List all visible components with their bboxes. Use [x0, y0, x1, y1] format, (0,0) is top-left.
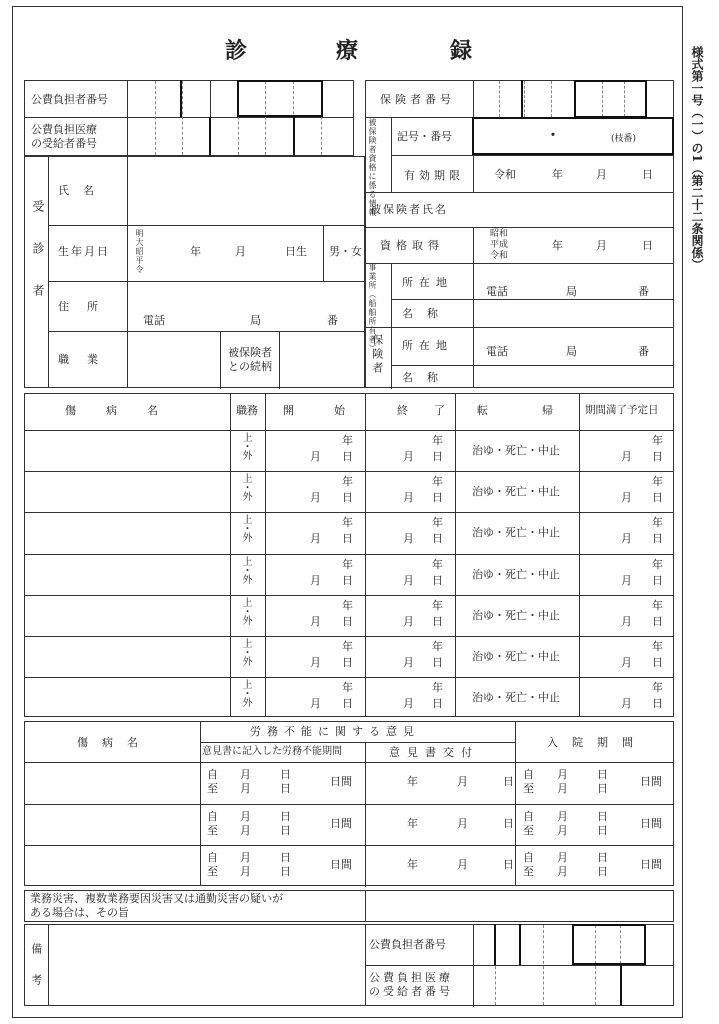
- patient-side-label: 受診者: [31, 200, 45, 326]
- ot-row-1-cell: 月: [457, 817, 468, 830]
- ot-row-0-cell: 日: [597, 782, 608, 795]
- ot-row-2-cell: 月: [240, 851, 251, 864]
- remarks-label: 備考: [29, 943, 43, 1005]
- ot-row-0-cell: 日: [597, 768, 608, 781]
- ot-row-0-cell: 月: [240, 782, 251, 795]
- dt-row-2-cell: 年: [432, 516, 443, 529]
- dt-row-1-cell: 月: [403, 491, 414, 504]
- dt-row-2-cell: 月: [310, 532, 321, 545]
- dt-row-1-cell: 年: [342, 475, 353, 488]
- ot-row-1-cell: 月: [240, 824, 251, 837]
- dt-row-0-cell: 月: [403, 450, 414, 463]
- ot-row-2-cell: 日: [280, 851, 291, 864]
- valid-era: 令和: [494, 168, 516, 181]
- dt-row-4-cell: 年: [432, 599, 443, 612]
- footer-bold-box: [572, 924, 646, 965]
- ot-row-0-cell: 至: [207, 782, 218, 795]
- dt-row-4-cell: 日: [432, 615, 443, 628]
- dt-row-4-cell: 年: [342, 599, 353, 612]
- dt-row-1-cell: 年: [432, 475, 443, 488]
- ot-row-2-cell: 年: [407, 858, 418, 871]
- ot-row-2-cell: 日: [597, 851, 608, 864]
- dt-row-6-cell: 年: [342, 681, 353, 694]
- dt-row-4-cell: 月: [403, 615, 414, 628]
- recipient-label-1: 公費負担医療: [31, 123, 97, 136]
- dt-row-2-cell: 日: [342, 532, 353, 545]
- ot-row-2-cell: 日: [280, 865, 291, 878]
- ot-row-2-cell: 自: [523, 851, 534, 864]
- employer-vertical-label: 事業所（船舶所有者）: [368, 263, 377, 353]
- employer-location-label: 所在地: [402, 276, 453, 289]
- ot-row-0-cell: 自: [207, 768, 218, 781]
- dt-row-3-cell: 日: [342, 574, 353, 587]
- form-number-text: 様式第一号（一）の1（第二十二条関係）: [690, 45, 704, 271]
- ot-row-1-cell: 至: [207, 824, 218, 837]
- insurer-location-label: 所在地: [402, 339, 453, 352]
- dt-row-5-cell: 年: [652, 640, 663, 653]
- title-char-2: 療: [336, 38, 359, 64]
- ot-row-2-cell: 月: [457, 858, 468, 871]
- qualification-block: 記号・番号 ・ (枝番) 有効期限 令和 年 月 日: [365, 117, 674, 193]
- ot-row-1-cell: 至: [523, 824, 534, 837]
- occupation-label: 職業: [58, 353, 116, 366]
- dt-row-6-cell: 日: [432, 697, 443, 710]
- name-label: 氏名: [58, 184, 108, 197]
- dt-row-5-cell: 上・外: [240, 638, 251, 665]
- dt-row-5-cell: 日: [342, 656, 353, 669]
- disease-table: [24, 393, 674, 717]
- dt-row-1-cell: 月: [310, 491, 321, 504]
- public-payer-bold-box: [237, 80, 323, 117]
- dt-header-outcome: 転帰: [477, 404, 607, 417]
- dt-row-0-cell: 日: [342, 450, 353, 463]
- dt-row-3-cell: 治ゆ・死亡・中止: [472, 568, 560, 581]
- ot-row-2-cell: 日間: [640, 858, 662, 871]
- dt-row-4-cell: 日: [342, 615, 353, 628]
- dt-row-0-cell: 上・外: [240, 432, 251, 459]
- dt-row-0-cell: 日: [652, 450, 663, 463]
- dt-row-3-cell: 月: [403, 574, 414, 587]
- symbol-number-label: 記号・番号: [397, 130, 452, 143]
- ot-disease: 傷病名: [77, 736, 152, 749]
- dt-row-2-cell: 年: [342, 516, 353, 529]
- dt-header-disease: 傷病名: [65, 404, 188, 417]
- ot-row-1-cell: 日間: [640, 817, 662, 830]
- dt-row-3-cell: 日: [652, 574, 663, 587]
- dt-row-4-cell: 年: [652, 599, 663, 612]
- ot-row-0-cell: 月: [557, 782, 568, 795]
- dt-row-2-cell: 上・外: [240, 514, 251, 541]
- dt-row-5-cell: 年: [342, 640, 353, 653]
- occupational-note-1: 業務災害、複数業務要因災害又は通勤災害の疑いが: [30, 892, 283, 905]
- ot-row-1-cell: 自: [207, 810, 218, 823]
- acquired-label: 資格取得: [380, 239, 444, 252]
- ot-row-2-cell: 日間: [330, 858, 352, 871]
- ot-row-1-cell: 日: [597, 824, 608, 837]
- valid-period-label: 有効期限: [404, 169, 464, 182]
- ot-row-0-cell: 日: [280, 768, 291, 781]
- dob-eras: 明大昭平令: [135, 229, 144, 274]
- ot-row-0-cell: 日間: [330, 775, 352, 788]
- dt-row-1-cell: 年: [652, 475, 663, 488]
- dt-row-2-cell: 治ゆ・死亡・中止: [472, 526, 560, 539]
- ot-row-2-cell: 月: [240, 865, 251, 878]
- ot-row-1-cell: 年: [407, 817, 418, 830]
- dt-row-2-cell: 月: [621, 532, 632, 545]
- ot-row-2-cell: 月: [557, 865, 568, 878]
- insurer-name-label: 名称: [402, 371, 452, 384]
- dt-row-0-cell: 年: [652, 434, 663, 447]
- dt-row-6-cell: 日: [342, 697, 353, 710]
- dt-row-4-cell: 上・外: [240, 597, 251, 624]
- insurer-vertical-label: 保険者: [370, 334, 384, 376]
- ot-row-0-cell: 至: [523, 782, 534, 795]
- dt-row-5-cell: 日: [432, 656, 443, 669]
- dt-header-end: 終了: [397, 404, 471, 417]
- dt-row-0-cell: 年: [432, 434, 443, 447]
- ot-row-1-cell: 日: [503, 817, 514, 830]
- ot-row-2-cell: 自: [207, 851, 218, 864]
- dt-row-6-cell: 上・外: [240, 679, 251, 706]
- dt-row-6-cell: 年: [652, 681, 663, 694]
- recipient-label-2: の受給者番号: [31, 137, 97, 150]
- dt-row-6-cell: 月: [621, 697, 632, 710]
- dt-row-3-cell: 月: [621, 574, 632, 587]
- dt-row-0-cell: 月: [621, 450, 632, 463]
- ot-row-0-cell: 月: [557, 768, 568, 781]
- insurer-bold-box: [574, 80, 647, 118]
- ot-row-0-cell: 自: [523, 768, 534, 781]
- ot-row-0-cell: 年: [407, 775, 418, 788]
- dt-row-1-cell: 治ゆ・死亡・中止: [472, 485, 560, 498]
- ot-row-1-cell: 日間: [330, 817, 352, 830]
- dt-row-0-cell: 日: [432, 450, 443, 463]
- ot-row-1-cell: 月: [557, 810, 568, 823]
- ot-row-1-cell: 日: [280, 810, 291, 823]
- ot-row-0-cell: 日間: [640, 775, 662, 788]
- dt-row-5-cell: 治ゆ・死亡・中止: [472, 650, 560, 663]
- ot-row-1-cell: 月: [240, 810, 251, 823]
- dt-row-6-cell: 日: [652, 697, 663, 710]
- title-char-1: 診: [225, 38, 248, 64]
- footer-recipient-1: 公費負担医療: [369, 971, 453, 984]
- ot-row-0-cell: 月: [240, 768, 251, 781]
- dt-row-5-cell: 年: [432, 640, 443, 653]
- dt-row-5-cell: 月: [403, 656, 414, 669]
- sex-label: 男・女: [329, 245, 362, 258]
- dt-row-3-cell: 日: [432, 574, 443, 587]
- dt-row-6-cell: 月: [403, 697, 414, 710]
- dt-row-3-cell: 年: [342, 558, 353, 571]
- branch-label: (枝番): [611, 134, 637, 144]
- dt-row-1-cell: 上・外: [240, 473, 251, 500]
- dt-row-2-cell: 年: [652, 516, 663, 529]
- dt-header-start: 開始: [283, 404, 385, 417]
- dt-row-0-cell: 年: [342, 434, 353, 447]
- insured-name-label: 被保険者氏名: [370, 203, 448, 216]
- dt-row-1-cell: 日: [652, 491, 663, 504]
- form-number: [688, 8, 708, 308]
- dt-row-0-cell: 月: [310, 450, 321, 463]
- dt-row-5-cell: 日: [652, 656, 663, 669]
- occupational-note-block: [24, 890, 674, 922]
- title-char-3: 録: [450, 38, 473, 64]
- dt-row-4-cell: 月: [310, 615, 321, 628]
- dt-row-5-cell: 月: [621, 656, 632, 669]
- ot-sub1: 意見書に記入した労務不能期間: [202, 746, 342, 757]
- occupational-note-2: ある場合は、その旨: [30, 906, 129, 919]
- ot-row-2-cell: 日: [503, 858, 514, 871]
- patient-block: 氏名 生年月日 明大昭平令 年 月 日生 男・女 住所 電話 局 番 職業 被保険者 との続柄: [24, 156, 365, 388]
- ot-row-0-cell: 日: [280, 782, 291, 795]
- ot-row-2-cell: 日: [597, 865, 608, 878]
- employer-name-label: 名称: [402, 307, 452, 320]
- ot-row-2-cell: 至: [523, 865, 534, 878]
- dt-row-1-cell: 月: [621, 491, 632, 504]
- dt-row-3-cell: 年: [432, 558, 443, 571]
- qualification-vertical-label: 被保険者資格に係る情報: [368, 118, 377, 217]
- dt-row-1-cell: 日: [432, 491, 443, 504]
- dob-label: 生年月日: [58, 245, 110, 258]
- ot-sub2: 意見書交付: [389, 746, 479, 759]
- dt-row-6-cell: 月: [310, 697, 321, 710]
- footer-recipient-2: の受給者番号: [369, 985, 453, 998]
- dt-row-3-cell: 年: [652, 558, 663, 571]
- dt-row-3-cell: 上・外: [240, 556, 251, 583]
- ot-row-1-cell: 日: [597, 810, 608, 823]
- dt-row-6-cell: 年: [432, 681, 443, 694]
- insurer-number-label: 保険者番号: [380, 93, 455, 106]
- dt-header-duty: 職務: [236, 404, 258, 417]
- ot-header: 労務不能に関する意見: [250, 725, 420, 738]
- dt-row-4-cell: 治ゆ・死亡・中止: [472, 609, 560, 622]
- ot-row-0-cell: 日: [503, 775, 514, 788]
- symbol-bold-box: [472, 117, 674, 155]
- public-payer-label: 公費負担者番号: [31, 93, 108, 106]
- dt-row-6-cell: 治ゆ・死亡・中止: [472, 691, 560, 704]
- symbol-dot: ・: [546, 128, 560, 144]
- footer-payer-label: 公費負担者番号: [369, 938, 446, 951]
- ot-hosp: 入院期間: [547, 736, 647, 749]
- dt-row-2-cell: 日: [652, 532, 663, 545]
- insured-right-block: 被保険者氏名 資格取得 昭和 平成 令和 年 月 日 所在地 電話 局 番 名称 所在地 電話 局 番 名称: [365, 192, 674, 388]
- ot-row-0-cell: 月: [457, 775, 468, 788]
- dt-row-2-cell: 月: [403, 532, 414, 545]
- address-label: 住所: [58, 300, 116, 313]
- dt-row-5-cell: 月: [310, 656, 321, 669]
- dt-header-expiry: 期間満了予定日: [585, 404, 659, 416]
- ot-row-1-cell: 自: [523, 810, 534, 823]
- dt-row-2-cell: 日: [432, 532, 443, 545]
- opinion-table: [24, 721, 674, 886]
- dt-row-1-cell: 日: [342, 491, 353, 504]
- dt-row-3-cell: 月: [310, 574, 321, 587]
- ot-row-1-cell: 月: [557, 824, 568, 837]
- dt-row-4-cell: 月: [621, 615, 632, 628]
- ot-row-1-cell: 日: [280, 824, 291, 837]
- ot-row-2-cell: 月: [557, 851, 568, 864]
- ot-row-2-cell: 至: [207, 865, 218, 878]
- dt-row-4-cell: 日: [652, 615, 663, 628]
- dt-row-0-cell: 治ゆ・死亡・中止: [472, 444, 560, 457]
